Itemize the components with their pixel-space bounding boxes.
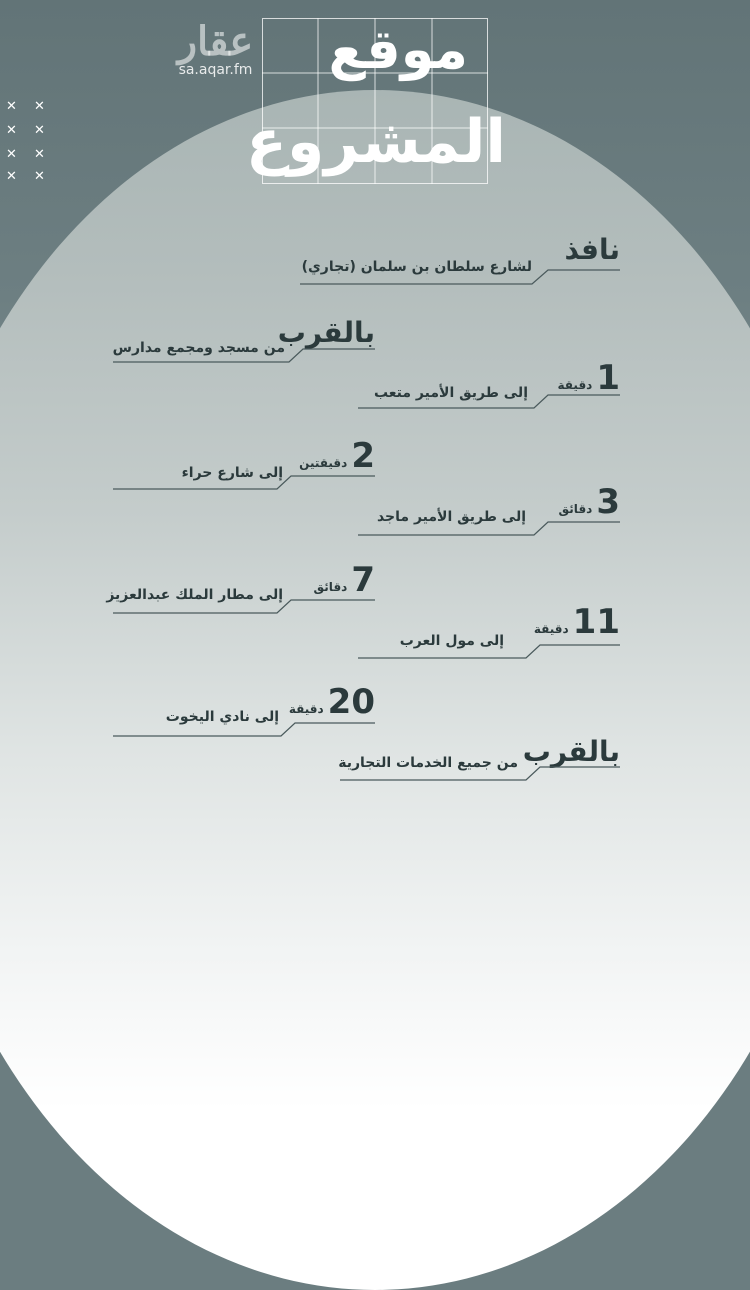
- cross-icon: ✕: [6, 99, 17, 114]
- item-label: 1: [596, 358, 620, 398]
- item-unit: دقائق: [558, 502, 593, 516]
- item-unit: دقيقة: [533, 622, 569, 636]
- item-desc: من مسجد ومجمع مدارس: [112, 340, 285, 356]
- page-title-line1: موقع: [328, 18, 468, 81]
- underline: [358, 360, 620, 410]
- cross-icon: ✕: [6, 169, 17, 184]
- item-desc: إلى طريق الأمير ماجد: [376, 509, 526, 525]
- location-item: [358, 484, 620, 538]
- item-desc: لشارع سلطان بن سلمان (تجاري): [301, 259, 532, 275]
- location-item: [113, 438, 375, 492]
- item-desc: إلى مطار الملك عبدالعزيز: [106, 587, 283, 603]
- brand-url: sa.aqar.fm: [178, 62, 253, 78]
- page-title-line2: المشروع: [246, 107, 506, 177]
- location-item: [358, 604, 620, 660]
- decorative-crosses: [6, 100, 50, 184]
- cross-icon: ✕: [6, 123, 17, 138]
- location-item: [113, 315, 375, 365]
- item-desc: إلى شارع حراء: [181, 465, 283, 481]
- location-item: [300, 232, 620, 288]
- location-item: [106, 560, 375, 616]
- cross-icon: ✕: [34, 99, 45, 114]
- item-label: 3: [596, 482, 620, 522]
- item-unit: دقائق: [313, 580, 348, 594]
- cross-icon: ✕: [6, 147, 17, 162]
- cross-icon: ✕: [34, 147, 45, 162]
- item-label: بالقرب: [522, 735, 620, 768]
- item-desc: إلى طريق الأمير متعب: [373, 385, 528, 401]
- underline: [358, 484, 620, 538]
- item-label: 20: [327, 682, 375, 722]
- item-label: 11: [572, 602, 620, 642]
- underline: [358, 604, 620, 660]
- item-label: 7: [351, 560, 375, 600]
- underline: [113, 315, 375, 365]
- item-label: 2: [351, 436, 375, 476]
- underline: [113, 438, 375, 492]
- underline: [340, 734, 620, 784]
- underline: [300, 232, 620, 288]
- underline: [113, 562, 375, 616]
- cross-icon: ✕: [34, 169, 45, 184]
- item-desc: إلى نادي اليخوت: [165, 709, 279, 725]
- item-label: بالقرب: [277, 316, 375, 349]
- location-item: [358, 360, 620, 410]
- item-desc: إلى مول العرب: [399, 633, 504, 649]
- brand-logo: عقار: [177, 20, 254, 64]
- item-label: نافذ: [564, 233, 620, 266]
- item-desc: من جميع الخدمات التجارية: [338, 755, 518, 771]
- item-unit: دقيقتين: [299, 456, 348, 470]
- item-unit: دقيقة: [288, 702, 324, 716]
- location-item: [340, 734, 620, 784]
- item-unit: دقيقة: [557, 378, 593, 392]
- location-item: [113, 684, 375, 738]
- underline: [113, 684, 375, 738]
- cross-icon: ✕: [34, 123, 45, 138]
